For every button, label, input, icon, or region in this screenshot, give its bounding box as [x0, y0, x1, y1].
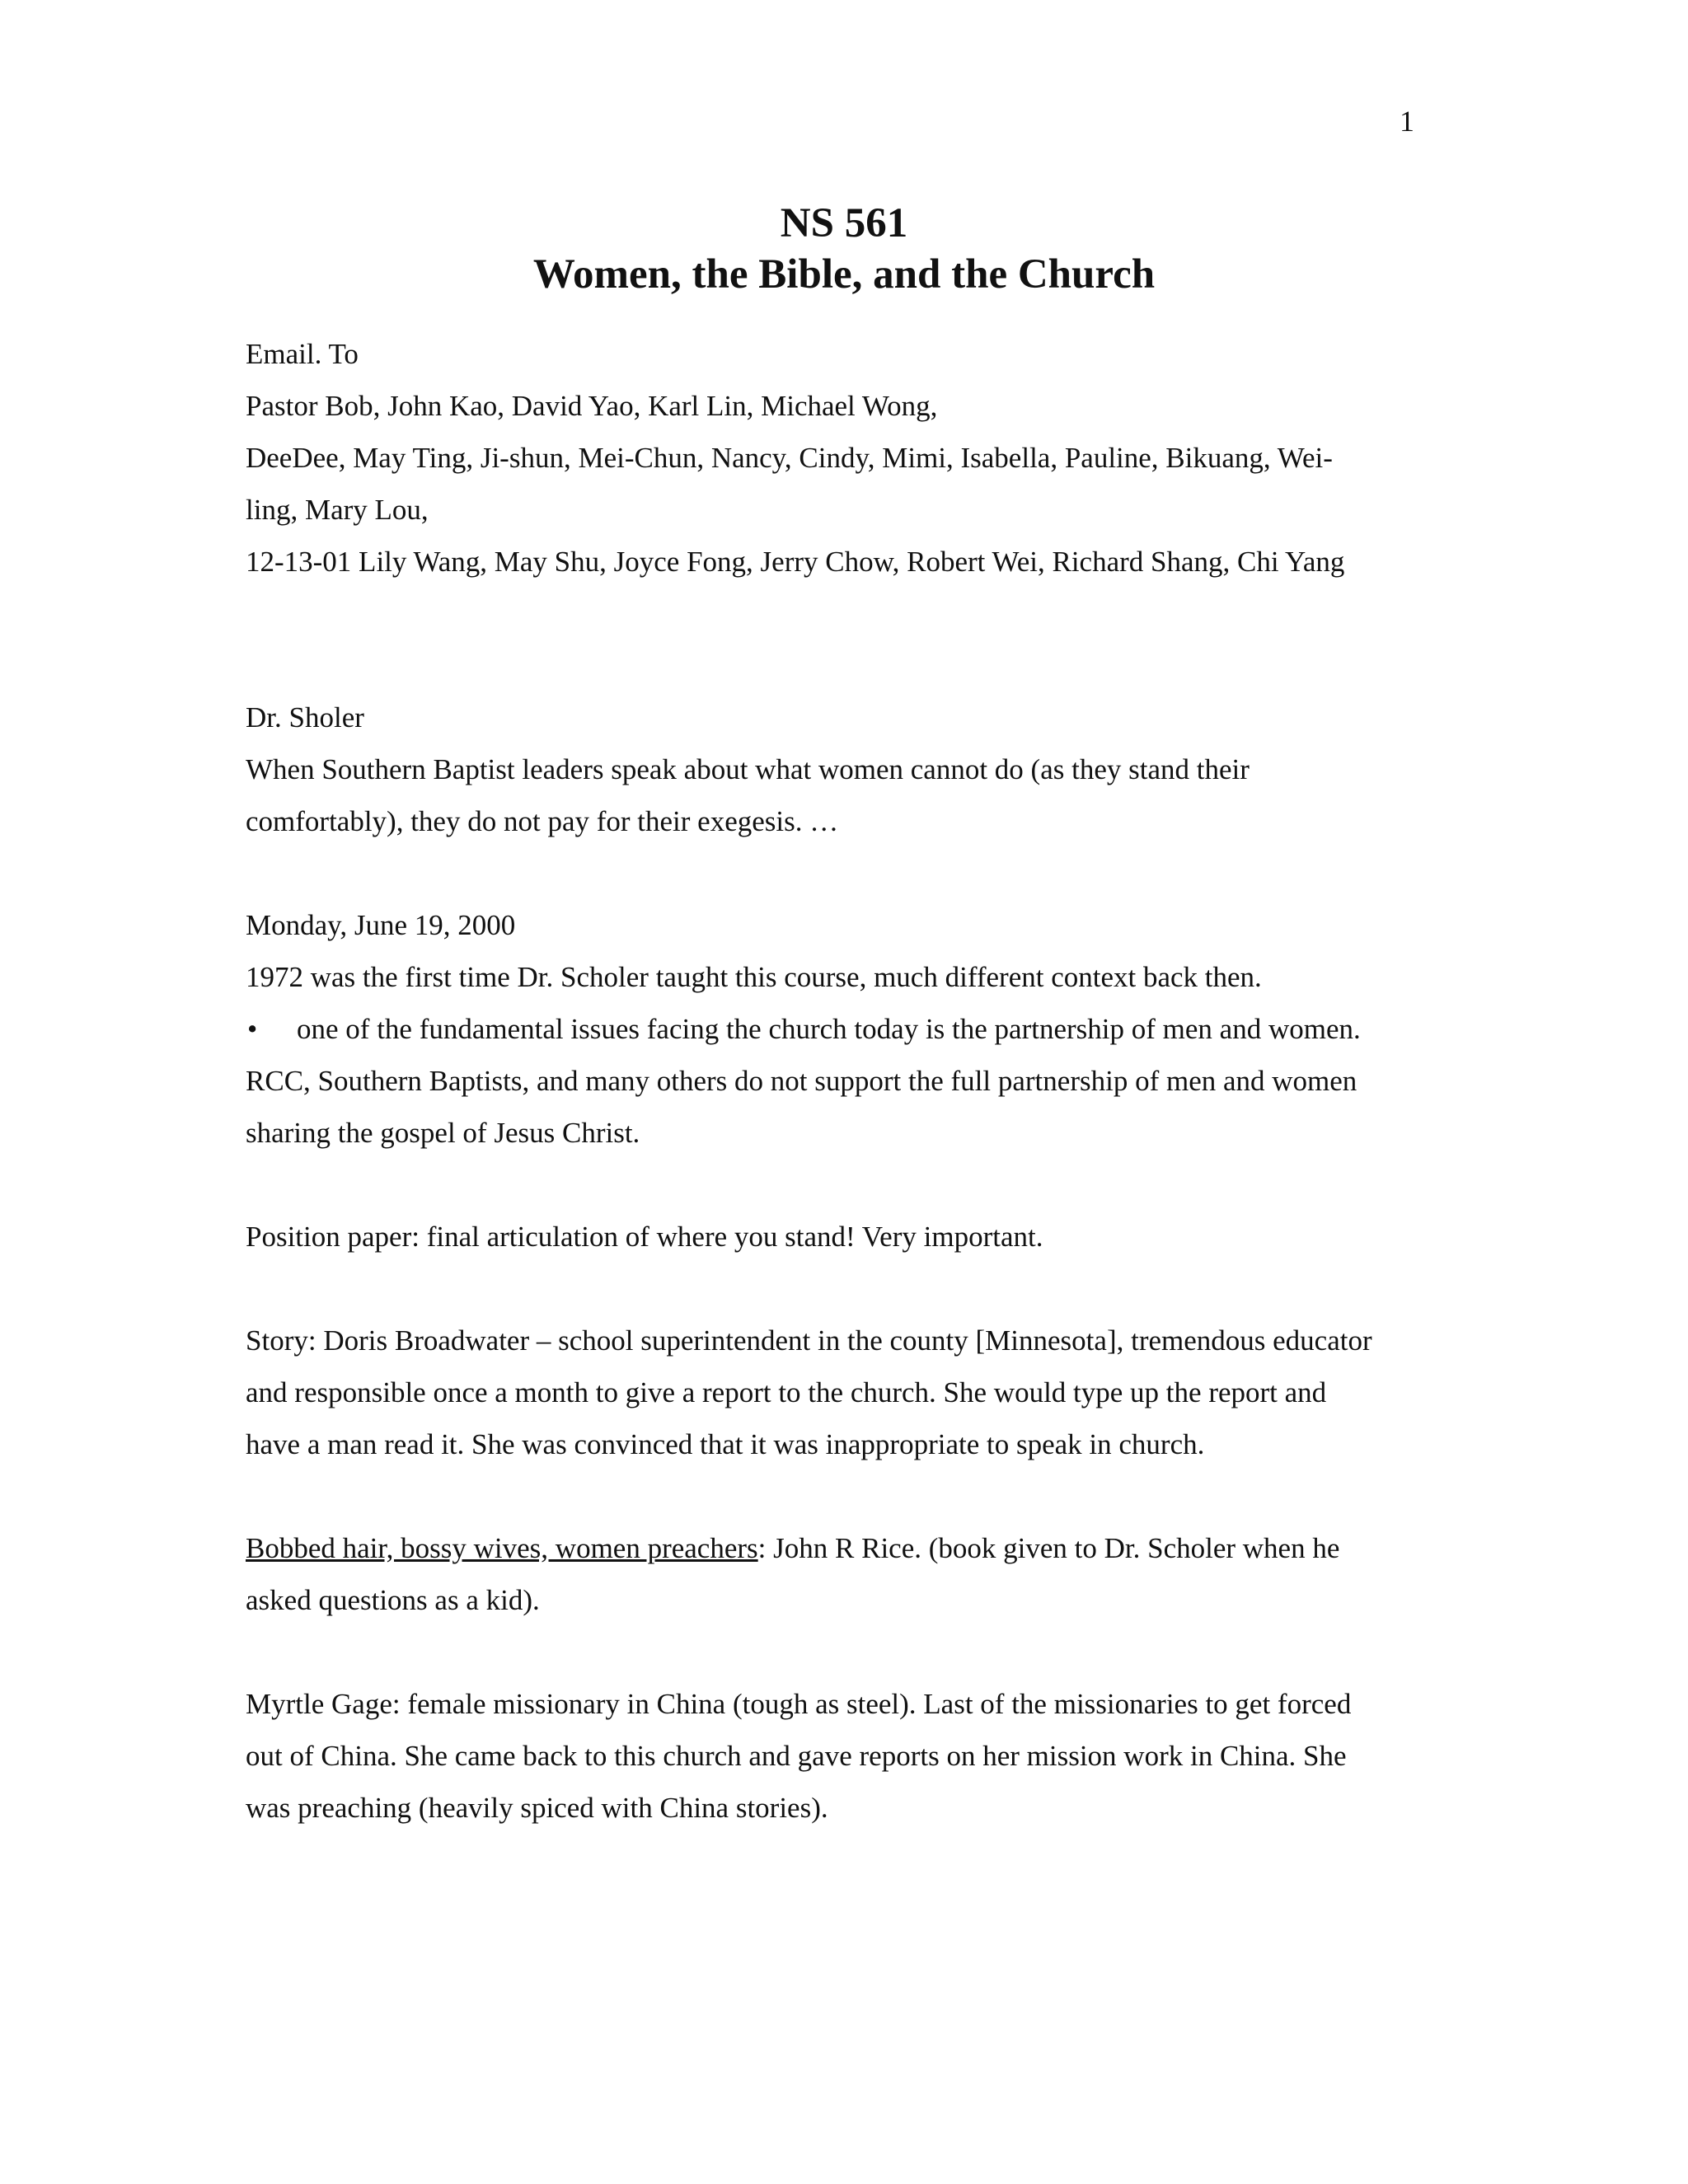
book-line-2: asked questions as a kid). — [246, 1584, 540, 1616]
sholer-paragraph-line-1: When Southern Baptist leaders speak about what women cannot do (as they stand their — [246, 753, 1250, 785]
book-line-1 — [246, 1522, 1432, 1574]
myrtle-line-3: was preaching (heavily spiced with China stories). — [246, 1792, 828, 1824]
spacer — [246, 1470, 1432, 1522]
sholer-heading: Dr. Sholer — [246, 701, 364, 733]
spacer — [246, 588, 1432, 691]
book-author-note: : John R Rice. (book given to Dr. Scholer when he — [757, 1532, 1340, 1564]
course-code: NS 561 — [780, 200, 908, 246]
document-body — [246, 328, 1432, 1834]
myrtle-line-1: Myrtle Gage: female missionary in China (tough as steel). Last of the missionaries to get forced — [246, 1688, 1352, 1720]
rcc-line-2: sharing the gospel of Jesus Christ. — [246, 1117, 640, 1149]
spacer — [246, 1263, 1432, 1315]
email-label: Email. To — [246, 338, 359, 370]
email-section — [246, 328, 1432, 588]
story-section — [246, 1315, 1432, 1470]
page-number: 1 — [1400, 105, 1414, 138]
spacer — [246, 1159, 1432, 1211]
book-section — [246, 1522, 1432, 1626]
document-title — [0, 198, 1688, 300]
story-line-1: Story: Doris Broadwater – school superintendent in the county [Minnesota], tremendous educator — [246, 1324, 1372, 1357]
myrtle-line-2: out of China. She came back to this church and gave reports on her mission work in China. She — [246, 1740, 1347, 1772]
story-line-3: have a man read it. She was convinced that it was inappropriate to speak in church. — [246, 1428, 1205, 1460]
bullet-text: one of the fundamental issues facing the church today is the partnership of men and women. — [297, 1013, 1361, 1045]
course-title: Women, the Bible, and the Church — [532, 251, 1156, 298]
lecture-section — [246, 899, 1432, 1159]
email-recipients-line-1: Pastor Bob, John Kao, David Yao, Karl Lin, Michael Wong, — [246, 390, 938, 422]
sholer-paragraph-line-2: comfortably), they do not pay for their exegesis. … — [246, 805, 839, 837]
spacer — [246, 847, 1432, 899]
email-recipients-line-4: 12-13-01 Lily Wang, May Shu, Joyce Fong, Jerry Chow, Robert Wei, Richard Shang, Chi Yang — [246, 546, 1345, 578]
email-recipients-line-3: ling, Mary Lou, — [246, 494, 429, 526]
email-recipients-line-2: DeeDee, May Ting, Ji-shun, Mei-Chun, Nancy, Cindy, Mimi, Isabella, Pauline, Bikuang, Wei- — [246, 442, 1333, 474]
book-title: Bobbed hair, bossy wives, women preachers — [246, 1532, 758, 1564]
bullet-icon: • — [247, 1013, 258, 1045]
lecture-date: Monday, June 19, 2000 — [246, 909, 516, 941]
myrtle-section — [246, 1678, 1432, 1834]
position-paper-note: Position paper: final articulation of where you stand! Very important. — [246, 1221, 1043, 1253]
sholer-section — [246, 691, 1432, 847]
spacer — [246, 1626, 1432, 1678]
story-line-2: and responsible once a month to give a report to the church. She would type up the report and — [246, 1376, 1327, 1408]
bullet-item — [246, 1003, 1432, 1055]
lecture-line-1: 1972 was the first time Dr. Scholer taught this course, much different context back then. — [246, 961, 1262, 993]
rcc-line-1: RCC, Southern Baptists, and many others do not support the full partnership of men and women — [246, 1065, 1357, 1097]
